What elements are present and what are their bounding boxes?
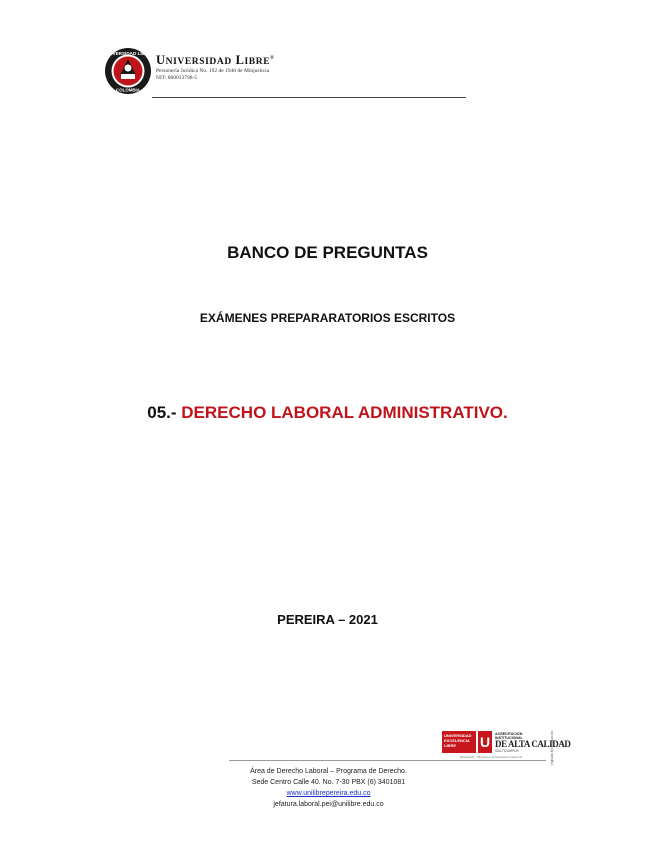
legal-line: Personería Jurídica No. 192 de 1946 de Minjusticia <box>156 68 270 74</box>
acred-right-line2: DE ALTA CALIDAD <box>495 739 571 749</box>
university-name <box>156 53 274 68</box>
name-initial-1: U <box>156 53 166 67</box>
footer-area-line: Área de Derecho Laboral – Programa de Derecho. <box>250 768 407 775</box>
registered-mark: ® <box>270 55 275 61</box>
document-subtitle: EXÁMENES PREPARARATORIOS ESCRITOS <box>199 311 456 325</box>
place-year: PEREIRA – 2021 <box>277 612 378 627</box>
acred-right-line3: MULTICAMPUS <box>495 749 519 753</box>
nit-line: NIT: 860013798-5 <box>156 75 198 81</box>
seal-text-bottom: COLOMBIA <box>116 87 140 93</box>
name-rest-1: NIVERSIDAD <box>165 57 232 67</box>
acred-right-line1: ACREDITACIÓN INSTITUCIONAL <box>495 732 523 740</box>
footer-divider <box>229 760 546 761</box>
university-seal-logo <box>104 47 152 95</box>
name-initial-2: L <box>235 53 245 67</box>
header-divider <box>152 97 466 98</box>
acred-left-line3: LIBRE <box>444 743 456 748</box>
footer-address-line: Sede Centro Calle 40. No. 7-30 PBX (6) 3401081 <box>251 779 406 786</box>
footer-website-link[interactable]: www.unilibrepereira.edu.co <box>286 790 371 797</box>
seal-text: UNIVERSIDAD LIBRE <box>104 50 152 56</box>
course-heading <box>0 403 655 423</box>
vigilada-text: Vigilada Mineducación <box>550 730 554 766</box>
course-number: 05.- <box>147 403 182 422</box>
accreditation-caption: Resolución - Ministerio de Educación Nacional <box>460 755 522 759</box>
brand-block <box>156 53 274 82</box>
footer <box>229 766 428 810</box>
vigilada-caption <box>549 728 555 768</box>
document-title: BANCO DE PREGUNTAS <box>227 243 428 262</box>
footer-email: jefatura.laboral.pei@unilibre.edu.co <box>273 801 384 808</box>
letterhead <box>104 47 466 99</box>
acred-left-line2: EXCELENCIA <box>444 738 470 743</box>
name-rest-2: IBRE <box>244 57 271 67</box>
course-name: DERECHO LABORAL ADMINISTRATIVO. <box>181 403 508 422</box>
acred-left-line1: UNIVERSIDAD <box>444 733 472 738</box>
accreditation-u-mark: U <box>478 731 492 753</box>
accreditation-red-block <box>442 731 476 753</box>
